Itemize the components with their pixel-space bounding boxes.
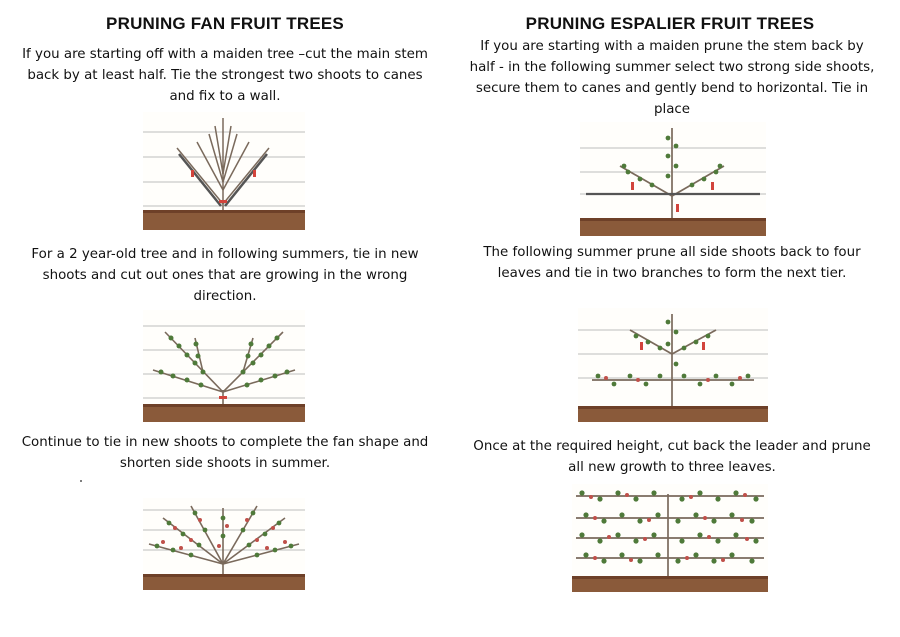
espalier-second-tier-illustration [578, 308, 768, 422]
espalier-step2-text: The following summer prune all side shoots back to four leaves and tie in two branches to form the next tier. [483, 245, 861, 281]
espalier-step1-text: If you are starting with a maiden prune the stem back by half - in the following summer select two strong side shoots, secure them to canes and gently bend to horizontal. Tie in place [469, 39, 875, 117]
espalier-mature-illustration [572, 484, 768, 592]
espalier-title: PRUNING ESPALIER FRUIT TREES [525, 14, 815, 33]
fan-maiden-illustration [143, 112, 305, 230]
fan-title: PRUNING FAN FRUIT TREES [106, 14, 344, 33]
fan-mature-illustration [143, 498, 305, 590]
espalier-maiden-illustration [580, 122, 766, 236]
fan-step2-text: For a 2 year-old tree and in following summers, tie in new shoots and cut out ones that are growing in the wrong direction. [31, 247, 419, 304]
fan-step1-text: If you are starting off with a maiden tree –cut the main stem back by at least half. Tie the strongest two shoots to canes and fix to a wall. [22, 47, 428, 104]
espalier-step3-text: Once at the required height, cut back the leader and prune all new growth to three leaves. [473, 439, 871, 475]
fan-two-year-illustration [143, 310, 305, 422]
fan-step3-text: Continue to tie in new shoots to complete the fan shape and shorten side shoots in summer. [21, 435, 429, 471]
stray-dot [80, 480, 82, 482]
